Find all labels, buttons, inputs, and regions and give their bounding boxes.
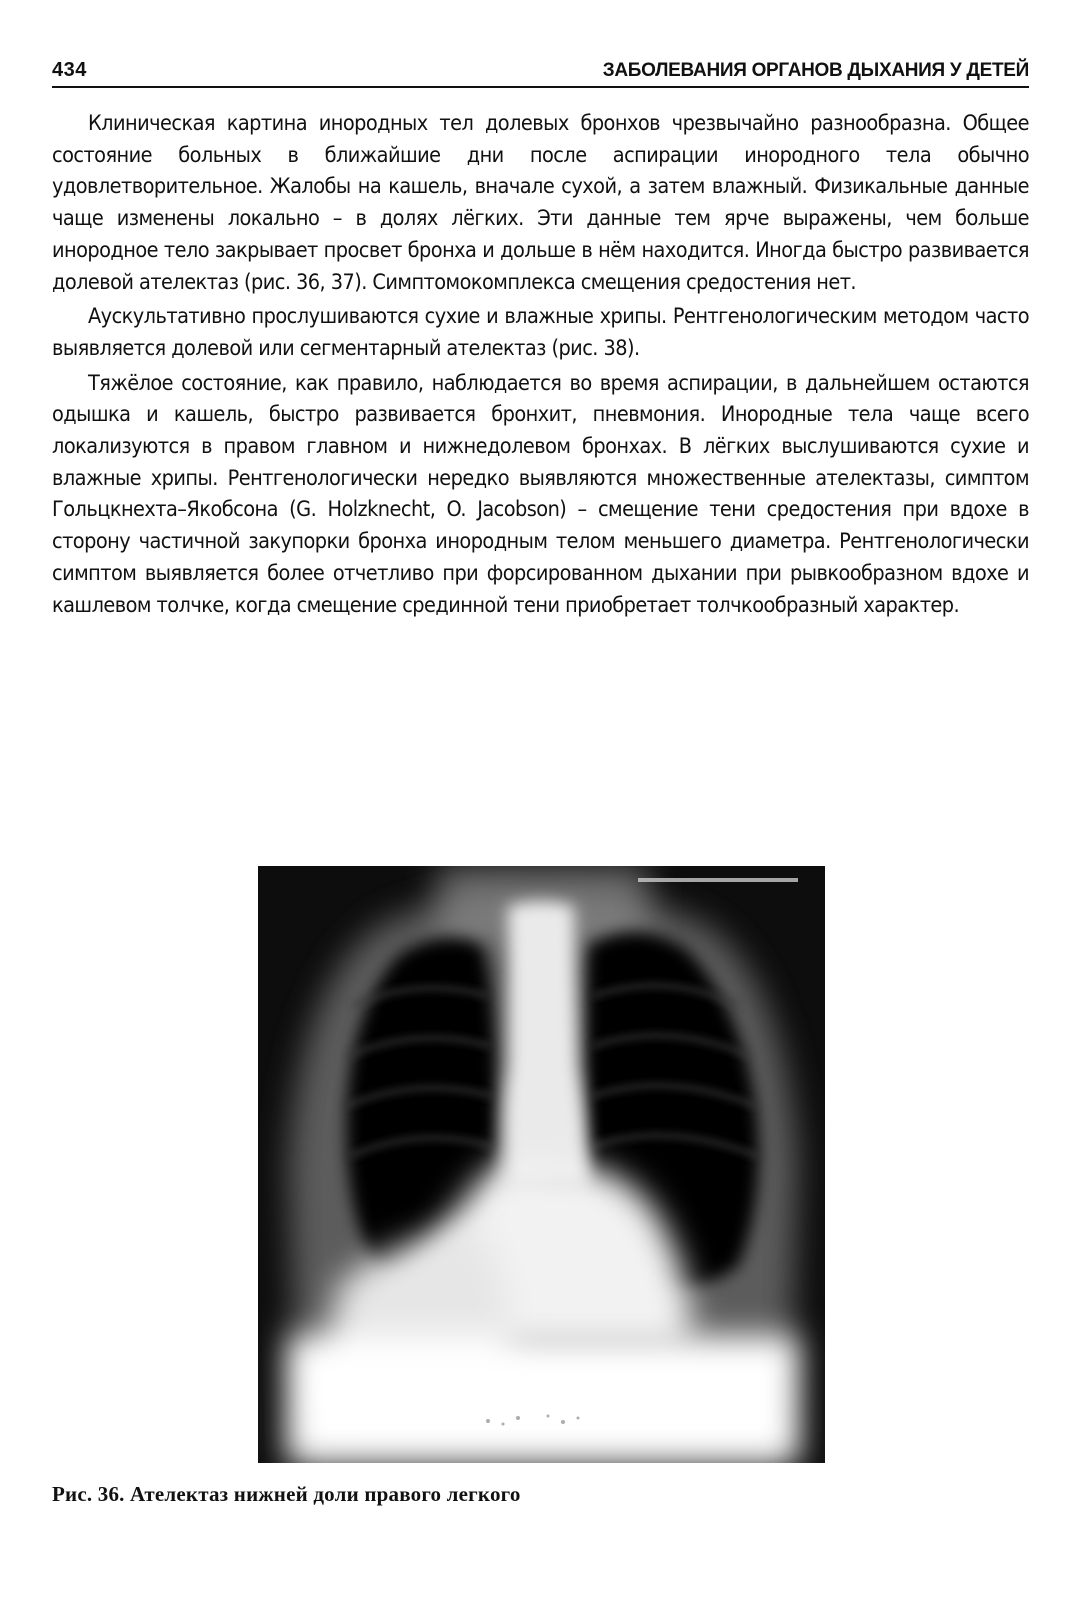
figure-caption: Рис. 36. Ателектаз нижней доли правого легкого [52,1482,521,1506]
paragraph-3: Тяжёлое состояние, как правило, наблюдается во время аспирации, в дальнейшем остаются одышка и кашель, быстро развивается бронхит, пневмония. Инородные тела чаще всего локализуются в правом главном и нижнедолевом бронхах. В лёгких выслушиваются сухие и влажные хрипы. Рентгенологически нередко выявляются множественные ателектазы, симптом Гольцкнехта–Якобсона (G. Holzknecht, O. Jacobson) – смещение тени средостения при вдохе в сторону частичной закупорки бронха инородным телом меньшего диаметра. Рентгенологически симптом выявляется более отчетливо при форсированном дыхании при рывкообразном вдохе и кашлевом толчке, когда смещение срединной тени приобретает толчкообразный характер. [52,370,1029,618]
body-text [52,108,1029,624]
figure-xray [258,866,825,1463]
chest-xray-image [258,866,825,1463]
paragraph-2: Аускультативно прослушиваются сухие и влажные хрипы. Рентгенологическим методом часто выявляется долевой или сегментарный ателектаз (рис. 38). [52,304,1029,361]
page-header [52,46,1029,88]
page-number: 434 [52,59,87,81]
running-head: ЗАБОЛЕВАНИЯ ОРГАНОВ ДЫХАНИЯ У ДЕТЕЙ [602,60,1029,81]
paragraph-1: Клиническая картина инородных тел долевых бронхов чрезвычайно разнообразна. Общее состояние больных в ближайшие дни после аспирации инородного тела обычно удовлетворительное. Жалобы на кашель, вначале сухой, а затем влажный. Физикальные данные чаще изменены локально – в долях лёгких. Эти данные тем ярче выражены, чем больше инородное тело закрывает просвет бронха и дольше в нём находится. Иногда быстро развивается долевой ателектаз (рис. 36, 37). Симптомокомплекса смещения средостения нет. [52,111,1029,295]
